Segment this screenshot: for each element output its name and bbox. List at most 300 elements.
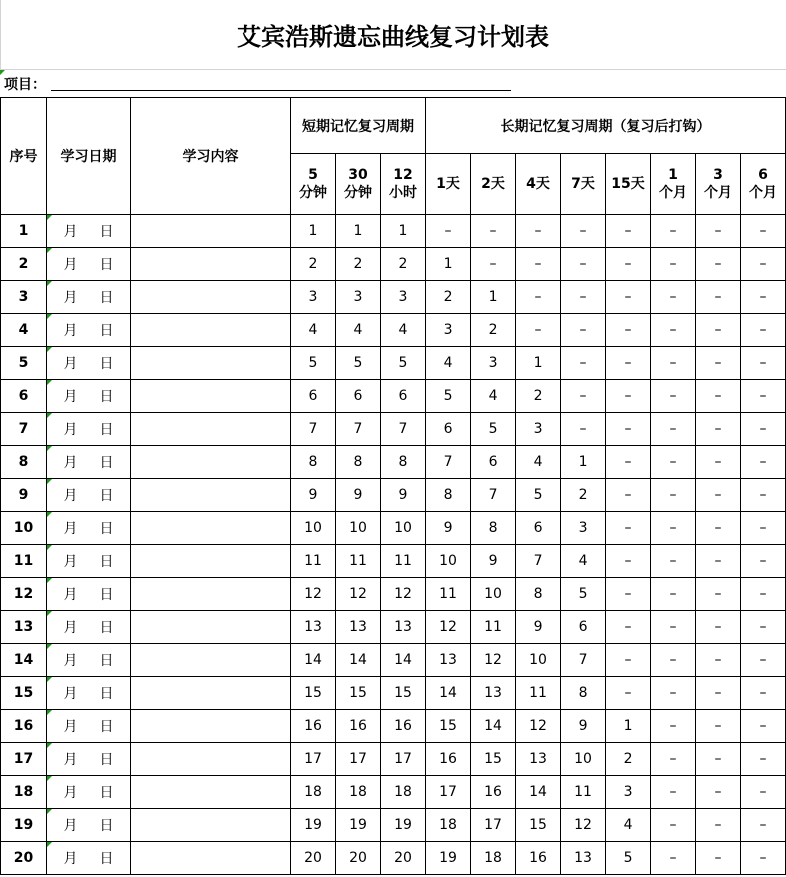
review-cell[interactable]: 4 (381, 314, 426, 347)
review-cell[interactable]: – (651, 842, 696, 875)
review-cell[interactable]: 9 (291, 479, 336, 512)
review-cell[interactable]: 5 (516, 479, 561, 512)
review-cell[interactable]: 9 (381, 479, 426, 512)
review-cell[interactable]: – (696, 809, 741, 842)
review-cell[interactable]: 16 (426, 743, 471, 776)
review-cell[interactable]: 12 (426, 611, 471, 644)
review-cell[interactable]: 2 (561, 479, 606, 512)
review-cell[interactable]: – (606, 281, 651, 314)
review-cell[interactable]: 4 (291, 314, 336, 347)
review-cell[interactable]: – (516, 314, 561, 347)
review-cell[interactable]: 15 (336, 677, 381, 710)
review-cell[interactable]: 6 (336, 380, 381, 413)
review-cell[interactable]: 8 (471, 512, 516, 545)
review-cell[interactable]: 11 (381, 545, 426, 578)
review-cell[interactable]: 5 (606, 842, 651, 875)
review-cell[interactable]: 15 (381, 677, 426, 710)
row-seq: 11 (1, 545, 47, 578)
row-study-content[interactable] (131, 809, 291, 842)
review-cell[interactable]: 3 (291, 281, 336, 314)
row-study-content[interactable] (131, 314, 291, 347)
review-cell[interactable]: – (651, 314, 696, 347)
row-study-content[interactable] (131, 347, 291, 380)
header-col-line: 小时 (389, 185, 418, 201)
review-cell[interactable]: – (696, 314, 741, 347)
row-study-date[interactable] (47, 710, 131, 743)
review-cell[interactable]: – (651, 347, 696, 380)
review-cell[interactable]: – (696, 479, 741, 512)
review-cell[interactable]: 9 (336, 479, 381, 512)
review-cell[interactable]: – (696, 611, 741, 644)
review-cell[interactable]: 16 (516, 842, 561, 875)
project-label: 项目： (4, 77, 46, 93)
review-cell[interactable]: – (696, 380, 741, 413)
row-study-date[interactable] (47, 347, 131, 380)
review-cell[interactable]: 15 (516, 809, 561, 842)
header-long-col (696, 154, 741, 215)
review-cell[interactable]: 13 (471, 677, 516, 710)
review-cell[interactable]: 3 (426, 314, 471, 347)
review-cell[interactable]: 15 (291, 677, 336, 710)
review-cell[interactable]: 13 (426, 644, 471, 677)
row-study-date[interactable] (47, 413, 131, 446)
row-study-date[interactable] (47, 380, 131, 413)
review-cell[interactable]: – (696, 710, 741, 743)
table-row (1, 743, 786, 776)
review-cell[interactable]: 19 (426, 842, 471, 875)
review-cell[interactable]: – (606, 479, 651, 512)
row-study-content[interactable] (131, 776, 291, 809)
row-study-date[interactable] (47, 611, 131, 644)
review-cell[interactable]: 19 (291, 809, 336, 842)
review-cell[interactable]: – (741, 578, 786, 611)
row-study-date[interactable] (47, 776, 131, 809)
review-cell[interactable]: 9 (471, 545, 516, 578)
review-cell[interactable]: – (606, 512, 651, 545)
review-cell[interactable]: 2 (516, 380, 561, 413)
review-cell[interactable]: – (741, 281, 786, 314)
review-cell[interactable]: 1 (426, 248, 471, 281)
review-cell[interactable]: – (696, 578, 741, 611)
review-cell[interactable]: 4 (471, 380, 516, 413)
review-cell[interactable]: 9 (561, 710, 606, 743)
review-cell[interactable]: 11 (426, 578, 471, 611)
review-cell[interactable]: 3 (336, 281, 381, 314)
project-input-line[interactable] (51, 90, 511, 91)
row-seq: 3 (1, 281, 47, 314)
review-cell[interactable]: 6 (291, 380, 336, 413)
row-study-date[interactable] (47, 644, 131, 677)
review-cell[interactable]: 1 (561, 446, 606, 479)
review-cell[interactable]: 14 (471, 710, 516, 743)
review-cell[interactable]: 16 (336, 710, 381, 743)
review-cell[interactable]: – (606, 380, 651, 413)
row-study-date[interactable] (47, 545, 131, 578)
row-study-content[interactable] (131, 677, 291, 710)
review-cell[interactable]: – (606, 347, 651, 380)
row-seq: 1 (1, 215, 47, 248)
review-cell[interactable]: – (651, 710, 696, 743)
row-study-date[interactable] (47, 512, 131, 545)
review-cell[interactable]: 7 (291, 413, 336, 446)
review-cell[interactable]: 11 (471, 611, 516, 644)
row-study-date[interactable] (47, 446, 131, 479)
review-cell[interactable]: – (651, 413, 696, 446)
review-cell[interactable]: – (516, 281, 561, 314)
review-cell[interactable]: 9 (516, 611, 561, 644)
date-month-label: 月 (63, 455, 78, 471)
review-cell[interactable]: 20 (381, 842, 426, 875)
review-cell[interactable]: 8 (291, 446, 336, 479)
date-month-label: 月 (63, 719, 78, 735)
date-day-label: 日 (99, 356, 114, 372)
review-cell[interactable]: – (561, 215, 606, 248)
review-cell[interactable]: – (606, 413, 651, 446)
review-cell[interactable]: – (696, 743, 741, 776)
review-cell[interactable]: – (741, 545, 786, 578)
review-cell[interactable]: 6 (426, 413, 471, 446)
review-cell[interactable]: 19 (381, 809, 426, 842)
review-cell[interactable]: 8 (336, 446, 381, 479)
review-cell[interactable]: 11 (561, 776, 606, 809)
review-cell[interactable]: 11 (516, 677, 561, 710)
review-cell[interactable]: 13 (561, 842, 606, 875)
review-cell[interactable]: – (741, 611, 786, 644)
review-cell[interactable]: 10 (471, 578, 516, 611)
review-cell[interactable]: 18 (291, 776, 336, 809)
review-cell[interactable]: 2 (291, 248, 336, 281)
review-cell[interactable]: – (651, 215, 696, 248)
review-cell[interactable]: 15 (471, 743, 516, 776)
date-day-label: 日 (99, 620, 114, 636)
review-cell[interactable]: – (651, 809, 696, 842)
review-cell[interactable]: 14 (336, 644, 381, 677)
review-cell[interactable]: – (606, 578, 651, 611)
review-cell[interactable]: 5 (336, 347, 381, 380)
review-cell[interactable]: 12 (291, 578, 336, 611)
review-cell[interactable]: – (651, 248, 696, 281)
header-col-line: 个月 (659, 185, 688, 201)
table-row (1, 479, 786, 512)
review-cell[interactable]: – (696, 512, 741, 545)
date-month-label: 月 (63, 224, 78, 240)
row-study-date[interactable] (47, 314, 131, 347)
cell-marker-icon (47, 578, 52, 583)
review-cell[interactable]: – (741, 413, 786, 446)
review-cell[interactable]: – (696, 446, 741, 479)
review-cell[interactable]: – (741, 710, 786, 743)
row-study-date[interactable] (47, 809, 131, 842)
review-cell[interactable]: – (471, 215, 516, 248)
row-study-content[interactable] (131, 215, 291, 248)
review-cell[interactable]: 18 (381, 776, 426, 809)
review-cell[interactable]: – (696, 281, 741, 314)
review-cell[interactable]: 4 (336, 314, 381, 347)
review-cell[interactable]: 10 (336, 512, 381, 545)
review-cell[interactable]: – (471, 248, 516, 281)
row-seq: 8 (1, 446, 47, 479)
review-cell[interactable]: – (741, 644, 786, 677)
header-study-date: 学习日期 (47, 98, 131, 215)
review-cell[interactable]: – (696, 347, 741, 380)
review-cell[interactable]: – (696, 413, 741, 446)
review-cell[interactable]: 11 (336, 545, 381, 578)
review-cell[interactable]: 3 (381, 281, 426, 314)
review-cell[interactable]: 10 (561, 743, 606, 776)
row-study-date[interactable] (47, 677, 131, 710)
review-cell[interactable]: 17 (426, 776, 471, 809)
review-cell[interactable]: – (606, 545, 651, 578)
review-cell[interactable]: – (741, 776, 786, 809)
review-cell[interactable]: 12 (516, 710, 561, 743)
header-seq: 序号 (1, 98, 47, 215)
review-cell[interactable]: – (741, 215, 786, 248)
review-cell[interactable]: 4 (561, 545, 606, 578)
review-cell[interactable]: – (741, 842, 786, 875)
review-cell[interactable]: 13 (336, 611, 381, 644)
row-study-content[interactable] (131, 644, 291, 677)
review-cell[interactable]: – (741, 314, 786, 347)
review-cell[interactable]: – (561, 347, 606, 380)
review-cell[interactable]: – (561, 380, 606, 413)
review-cell[interactable]: 13 (291, 611, 336, 644)
date-day-label: 日 (99, 587, 114, 603)
row-study-date[interactable] (47, 743, 131, 776)
review-cell[interactable]: 5 (471, 413, 516, 446)
review-cell[interactable]: 7 (516, 545, 561, 578)
review-cell[interactable]: – (651, 281, 696, 314)
review-cell[interactable]: – (651, 545, 696, 578)
review-cell[interactable]: – (606, 644, 651, 677)
review-cell[interactable]: – (651, 677, 696, 710)
review-cell[interactable]: 6 (471, 446, 516, 479)
review-cell[interactable]: 7 (381, 413, 426, 446)
review-cell[interactable]: – (651, 611, 696, 644)
review-cell[interactable]: – (651, 512, 696, 545)
row-study-content[interactable] (131, 611, 291, 644)
review-cell[interactable]: – (741, 677, 786, 710)
review-cell[interactable]: – (561, 314, 606, 347)
review-cell[interactable]: – (561, 413, 606, 446)
review-cell[interactable]: 5 (426, 380, 471, 413)
row-study-content[interactable] (131, 446, 291, 479)
review-cell[interactable]: 2 (606, 743, 651, 776)
review-cell[interactable]: – (606, 611, 651, 644)
review-cell[interactable]: – (696, 842, 741, 875)
row-study-content[interactable] (131, 479, 291, 512)
review-cell[interactable]: 4 (606, 809, 651, 842)
header-col-line: 分钟 (344, 185, 372, 201)
review-cell[interactable]: 16 (381, 710, 426, 743)
review-cell[interactable]: 1 (516, 347, 561, 380)
review-cell[interactable]: 1 (291, 215, 336, 248)
review-cell[interactable]: 7 (561, 644, 606, 677)
review-cell[interactable]: 8 (426, 479, 471, 512)
review-cell[interactable]: – (741, 347, 786, 380)
review-cell[interactable]: 17 (381, 743, 426, 776)
date-day-label: 日 (99, 785, 114, 801)
review-cell[interactable]: – (651, 578, 696, 611)
review-cell[interactable]: 8 (516, 578, 561, 611)
cell-marker-icon (47, 446, 52, 451)
review-cell[interactable]: – (741, 512, 786, 545)
review-cell[interactable]: – (606, 677, 651, 710)
review-cell[interactable]: 8 (561, 677, 606, 710)
row-study-content[interactable] (131, 413, 291, 446)
row-study-content[interactable] (131, 578, 291, 611)
review-cell[interactable]: 1 (471, 281, 516, 314)
review-cell[interactable]: – (741, 479, 786, 512)
row-study-date[interactable] (47, 479, 131, 512)
row-study-content[interactable] (131, 743, 291, 776)
review-cell[interactable]: – (426, 215, 471, 248)
review-cell[interactable]: 16 (291, 710, 336, 743)
row-seq: 19 (1, 809, 47, 842)
review-cell[interactable]: 19 (336, 809, 381, 842)
date-month-label: 月 (63, 653, 78, 669)
row-study-content[interactable] (131, 512, 291, 545)
cell-marker-icon (47, 644, 52, 649)
row-study-content[interactable] (131, 380, 291, 413)
review-cell[interactable]: 4 (426, 347, 471, 380)
review-cell[interactable]: 3 (561, 512, 606, 545)
date-day-label: 日 (99, 686, 114, 702)
review-cell[interactable]: 15 (426, 710, 471, 743)
row-study-date[interactable] (47, 215, 131, 248)
review-cell[interactable]: – (606, 446, 651, 479)
review-cell[interactable]: 3 (471, 347, 516, 380)
header-col-line: 4天 (526, 176, 550, 192)
review-cell[interactable]: 9 (426, 512, 471, 545)
review-cell[interactable]: 10 (516, 644, 561, 677)
header-study-content: 学习内容 (131, 98, 291, 215)
review-cell[interactable]: 10 (381, 512, 426, 545)
review-cell[interactable]: 1 (606, 710, 651, 743)
review-cell[interactable]: 7 (471, 479, 516, 512)
review-cell[interactable]: – (651, 776, 696, 809)
review-cell[interactable]: 6 (516, 512, 561, 545)
review-cell[interactable]: 18 (426, 809, 471, 842)
review-cell[interactable]: – (741, 248, 786, 281)
review-cell[interactable]: – (516, 248, 561, 281)
review-cell[interactable]: 14 (291, 644, 336, 677)
review-cell[interactable]: – (651, 479, 696, 512)
review-cell[interactable]: – (741, 380, 786, 413)
review-cell[interactable]: – (696, 776, 741, 809)
review-cell[interactable]: – (651, 644, 696, 677)
row-study-content[interactable] (131, 710, 291, 743)
review-cell[interactable]: – (696, 644, 741, 677)
review-cell[interactable]: 12 (471, 644, 516, 677)
date-day-label: 日 (99, 719, 114, 735)
review-cell[interactable]: – (561, 248, 606, 281)
table-row (1, 611, 786, 644)
review-cell[interactable]: 2 (426, 281, 471, 314)
review-cell[interactable]: 20 (291, 842, 336, 875)
review-cell[interactable]: 13 (381, 611, 426, 644)
review-cell[interactable]: 17 (336, 743, 381, 776)
review-cell[interactable]: 2 (336, 248, 381, 281)
review-cell[interactable]: 12 (561, 809, 606, 842)
review-cell[interactable]: 17 (471, 809, 516, 842)
row-seq: 6 (1, 380, 47, 413)
cell-marker-icon (47, 842, 52, 847)
review-cell[interactable]: 12 (336, 578, 381, 611)
row-study-content[interactable] (131, 842, 291, 875)
row-study-date[interactable] (47, 281, 131, 314)
review-cell[interactable]: 1 (381, 215, 426, 248)
review-cell[interactable]: 13 (516, 743, 561, 776)
review-schedule-table (0, 97, 786, 875)
review-cell[interactable]: 2 (381, 248, 426, 281)
row-study-date[interactable] (47, 842, 131, 875)
cell-marker-icon (47, 611, 52, 616)
review-cell[interactable]: – (651, 446, 696, 479)
row-study-date[interactable] (47, 248, 131, 281)
review-cell[interactable]: – (741, 446, 786, 479)
review-cell[interactable]: 5 (561, 578, 606, 611)
review-cell[interactable]: – (696, 248, 741, 281)
review-cell[interactable]: 5 (381, 347, 426, 380)
review-cell[interactable]: – (696, 215, 741, 248)
review-cell[interactable]: 18 (336, 776, 381, 809)
review-cell[interactable]: – (606, 314, 651, 347)
review-cell[interactable]: – (606, 215, 651, 248)
row-study-date[interactable] (47, 578, 131, 611)
row-study-content[interactable] (131, 248, 291, 281)
review-cell[interactable]: – (651, 743, 696, 776)
review-cell[interactable]: 7 (426, 446, 471, 479)
review-cell[interactable]: 5 (291, 347, 336, 380)
date-day-label: 日 (99, 257, 114, 273)
review-cell[interactable]: – (606, 248, 651, 281)
review-cell[interactable]: 2 (471, 314, 516, 347)
review-cell[interactable]: 3 (516, 413, 561, 446)
review-cell[interactable]: 6 (381, 380, 426, 413)
row-seq: 2 (1, 248, 47, 281)
review-cell[interactable]: – (696, 545, 741, 578)
review-cell[interactable]: 10 (291, 512, 336, 545)
review-cell[interactable]: – (741, 743, 786, 776)
review-cell[interactable]: 8 (381, 446, 426, 479)
review-cell[interactable]: 3 (606, 776, 651, 809)
review-cell[interactable]: 20 (336, 842, 381, 875)
review-cell[interactable]: 11 (291, 545, 336, 578)
review-cell[interactable]: – (561, 281, 606, 314)
review-cell[interactable]: 4 (516, 446, 561, 479)
review-cell[interactable]: 18 (471, 842, 516, 875)
review-cell[interactable]: 14 (516, 776, 561, 809)
review-cell[interactable]: 14 (426, 677, 471, 710)
review-cell[interactable]: 7 (336, 413, 381, 446)
review-cell[interactable]: 17 (291, 743, 336, 776)
date-month-label: 月 (63, 290, 78, 306)
review-cell[interactable]: 16 (471, 776, 516, 809)
review-cell[interactable]: – (696, 677, 741, 710)
review-cell[interactable]: – (651, 380, 696, 413)
review-cell[interactable]: 6 (561, 611, 606, 644)
review-cell[interactable]: – (516, 215, 561, 248)
review-cell[interactable]: 14 (381, 644, 426, 677)
row-study-content[interactable] (131, 545, 291, 578)
review-cell[interactable]: – (741, 809, 786, 842)
date-month-label: 月 (63, 851, 78, 867)
review-cell[interactable]: 1 (336, 215, 381, 248)
header-long-col (426, 154, 471, 215)
row-study-content[interactable] (131, 281, 291, 314)
review-cell[interactable]: 12 (381, 578, 426, 611)
review-cell[interactable]: 10 (426, 545, 471, 578)
